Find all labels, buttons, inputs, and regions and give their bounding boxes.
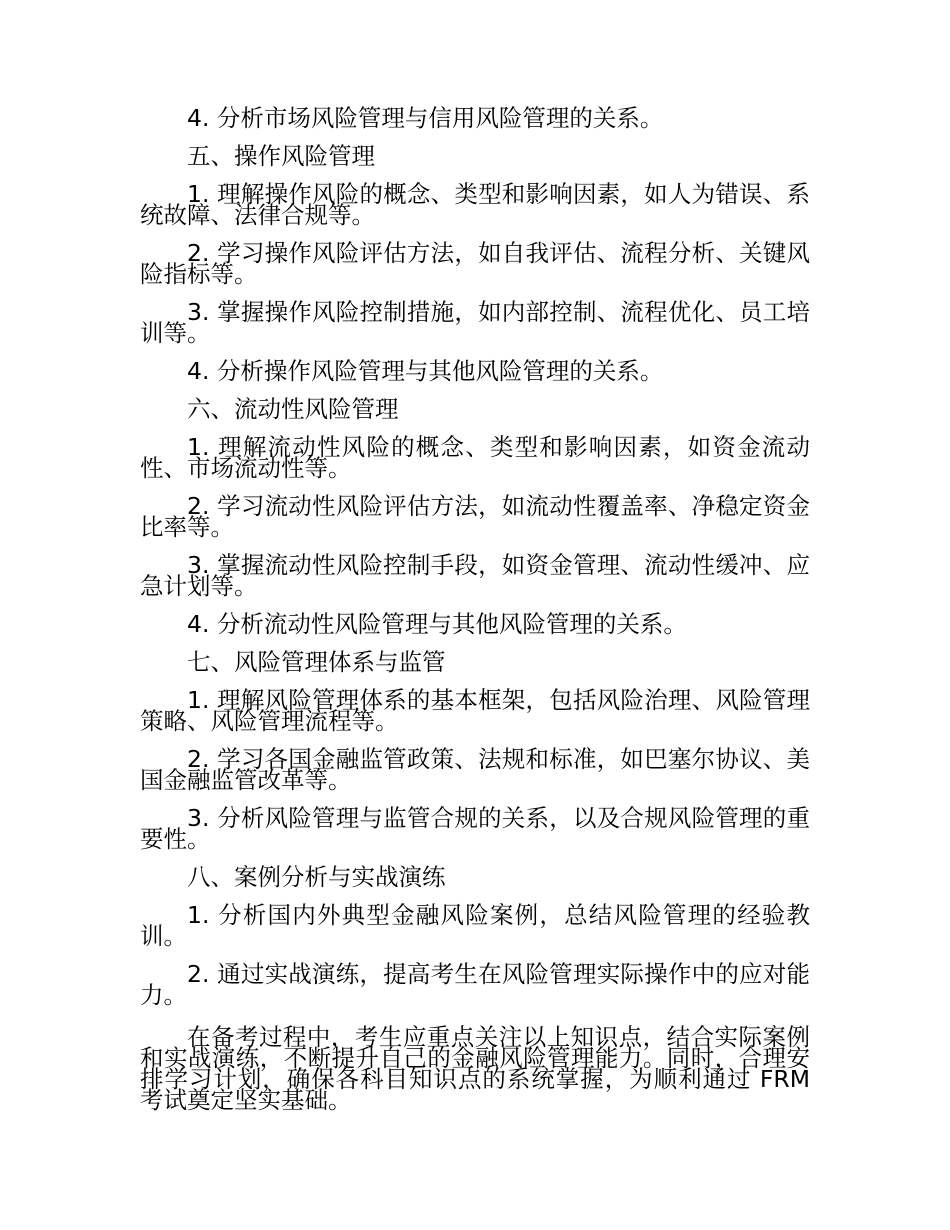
- paragraph-compliance-relation: 3. 分析风险管理与监管合规的关系，以及合规风险管理的重要性。: [140, 804, 810, 853]
- paragraph-liquidity-risk-control: 3. 掌握流动性风险控制手段，如资金管理、流动性缓冲、应急计划等。: [140, 551, 810, 600]
- paragraph-practical-drill: 2. 通过实战演练，提高考生在风险管理实际操作中的应对能力。: [140, 960, 810, 1009]
- document-body: [140, 103, 810, 1114]
- section-heading-risk-system-regulation: 七、风险管理体系与监管: [187, 648, 446, 676]
- section-heading-liquidity-risk: 六、流动性风险管理: [187, 395, 399, 423]
- section-heading-case-study: 八、案例分析与实战演练: [187, 863, 446, 891]
- paragraph-liquidity-risk-assessment: 2. 学习流动性风险评估方法，如流动性覆盖率、净稳定资金比率等。: [140, 492, 810, 541]
- paragraph-regulatory-policies: 2. 学习各国金融监管政策、法规和标准，如巴塞尔协议、美国金融监管改革等。: [140, 745, 810, 794]
- paragraph-operational-risk-assessment: 2. 学习操作风险评估方法，如自我评估、流程分析、关键风险指标等。: [140, 239, 810, 288]
- closing-paragraph: 在备考过程中，考生应重点关注以上知识点，结合实际案例和实战演练，不断提升自己的金融风险管理能力。同时，合理安排学习计划，确保各科目知识点的系统掌握，为顺利通过 FRM 考试奠定坚实基础。: [140, 1023, 810, 1114]
- paragraph-risk-system-framework: 1. 理解风险管理体系的基本框架，包括风险治理、风险管理策略、风险管理流程等。: [140, 686, 810, 735]
- paragraph-operational-risk-relation: 4. 分析操作风险管理与其他风险管理的关系。: [187, 357, 664, 385]
- paragraph-market-risk-relation: 4. 分析市场风险管理与信用风险管理的关系。: [187, 104, 664, 132]
- paragraph-case-analysis: 1. 分析国内外典型金融风险案例，总结风险管理的经验教训。: [140, 901, 810, 950]
- paragraph-liquidity-risk-relation: 4. 分析流动性风险管理与其他风险管理的关系。: [187, 610, 687, 638]
- paragraph-operational-risk-control: 3. 掌握操作风险控制措施，如内部控制、流程优化、员工培训等。: [140, 298, 810, 347]
- section-heading-operational-risk: 五、操作风险管理: [187, 142, 375, 170]
- paragraph-operational-risk-concept: 1. 理解操作风险的概念、类型和影响因素，如人为错误、系统故障、法律合规等。: [140, 180, 810, 229]
- paragraph-liquidity-risk-concept: 1. 理解流动性风险的概念、类型和影响因素，如资金流动性、市场流动性等。: [140, 433, 810, 482]
